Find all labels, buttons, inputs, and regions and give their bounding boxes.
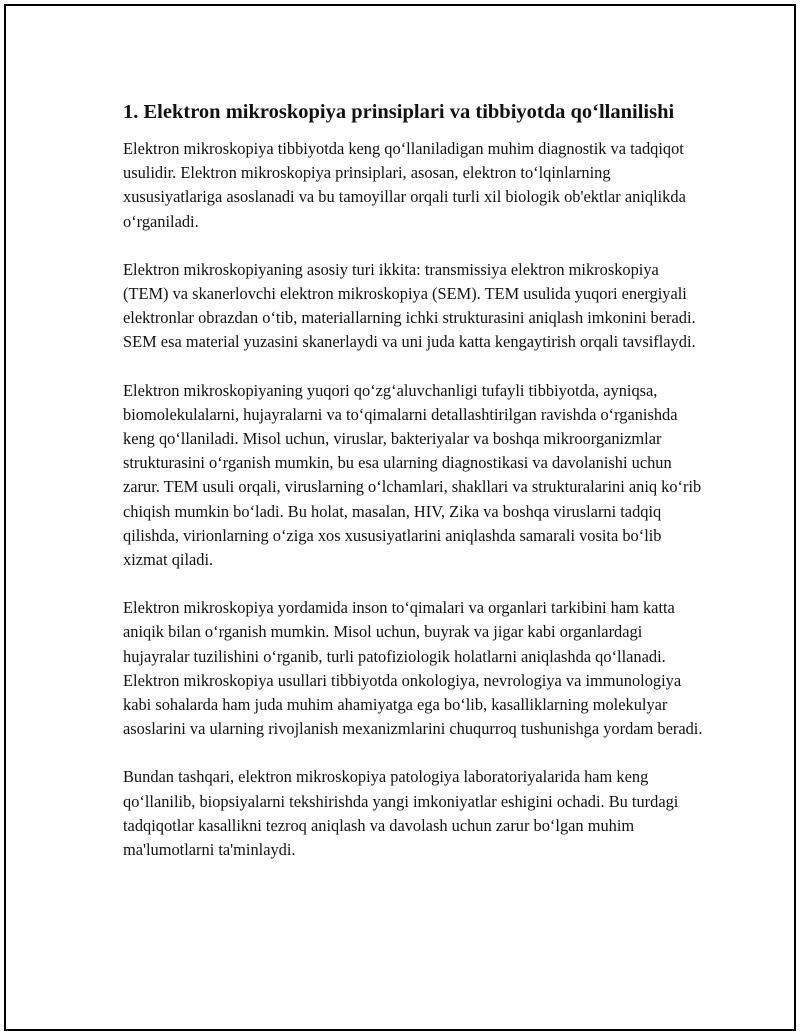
document-body xyxy=(123,99,703,886)
paragraph-intro: Elektron mikroskopiya tibbiyotda keng qo‘llaniladigan muhim diagnostik va tadqiqot usulidir. Elektron mikroskopiya prinsiplari, asosan, elektron to‘lqinlarning xususiyatlariga asoslanadi va bu tamoyillar orqali turli xil biologik ob'ektlar aniqlikda o‘rganiladi. xyxy=(123,139,686,231)
paragraph-applications: Elektron mikroskopiyaning yuqori qo‘zg‘aluvchanligi tufayli tibbiyotda, ayniqsa, biomolekulalarni, hujayralarni va to‘qimalarni detallashtirilgan ravishda o‘rganishda keng qo‘llaniladi. Misol uchun, viruslar, bakteriyalar va boshqa mikroorganizmlar strukturasini o‘rganish mumkin, bu esa ularning diagnostikasi va davolanishi uchun zarur. TEM usuli orqali, viruslarning o‘lchamlari, shakllari va strukturalarini aniq ko‘rib chiqish mumkin bo‘ladi. Bu holat, masalan, HIV, Zika va boshqa viruslarni tadqiq qilishda, virionlarning o‘ziga xos xususiyatlarini aniqlashda samarali vosita bo‘lib xizmat qiladi. xyxy=(123,380,702,570)
paragraph-types: Elektron mikroskopiyaning asosiy turi ikkita: transmissiya elektron mikroskopiya (TEM) va skanerlovchi elektron mikroskopiya (SEM). TEM usulida yuqori energiyali elektronlar obrazdan o‘tib, materiallarning ichki strukturasini aniqlash imkonini beradi. SEM esa material yuzasini skanerlaydi va uni juda katta kengaytirish orqali tavsiflaydi. xyxy=(123,259,696,352)
paragraph-pathology: Bundan tashqari, elektron mikroskopiya patologiya laboratoriyalarida ham keng qo‘llanilib, biopsiyalarni tekshirishda yangi imkoniyatlar eshigini ochadi. Bu turdagi tadqiqotlar kasallikni tezroq aniqlash va davolash uchun zarur bo‘lgan muhim ma'lumotlarni ta'minlaydi. xyxy=(123,767,679,860)
page-frame xyxy=(4,4,796,1031)
section-heading: 1. Elektron mikroskopiya prinsiplari va tibbiyotda qo‘llanilishi xyxy=(123,101,675,123)
paragraph-tissues: Elektron mikroskopiya yordamida inson to‘qimalari va organlari tarkibini ham katta aniqik bilan o‘rganish mumkin. Misol uchun, buyrak va jigar kabi organlardagi hujayralar tuzilishini o‘rganib, turli patofiziologik holatlarni aniqlashda qo‘llanadi. Elektron mikroskopiya usullari tibbiyotda onkologiya, nevrologiya va immunologiya kabi sohalarda ham juda muhim ahamiyatga ega bo‘lib, kasalliklarning molekulyar asoslarini va ularning rivojlanish mexanizmlarini chuqurroq tushunishga yordam beradi. xyxy=(123,598,703,739)
